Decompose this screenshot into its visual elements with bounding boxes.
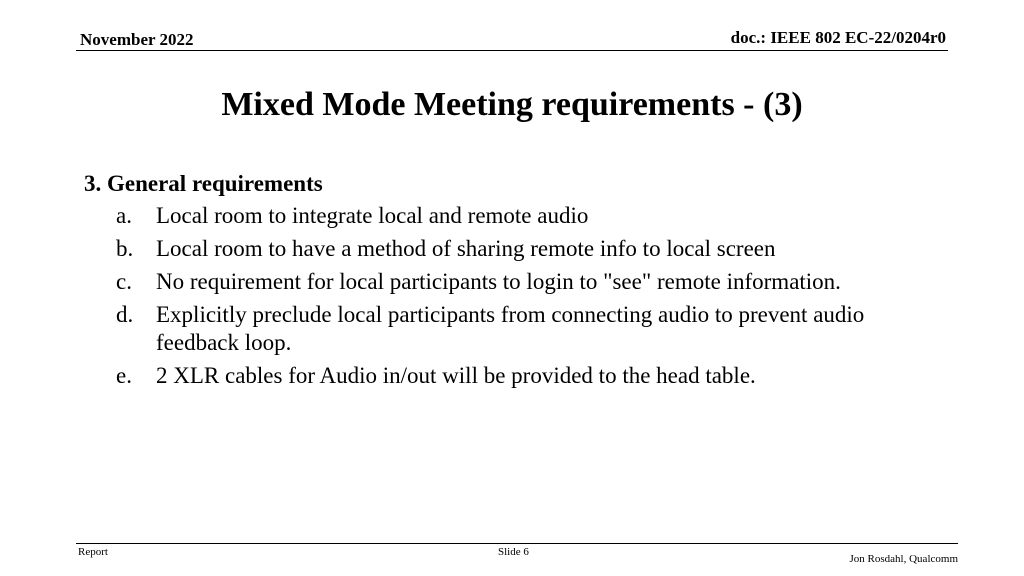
section-heading: 3. General requirements [84,171,323,196]
requirement-item-c [84,268,944,296]
list-marker: b. [116,236,134,261]
requirement-text: 2 XLR cables for Audio in/out will be provided to the head table. [156,363,756,388]
header-doc-id: doc.: IEEE 802 EC-22/0204r0 [730,28,946,47]
footer-divider [76,543,958,544]
requirement-item-d [84,301,944,357]
requirement-text: Explicitly preclude local participants from connecting audio to prevent audio feedback loop. [156,302,865,355]
slide-title: Mixed Mode Meeting requirements - (3) [221,86,803,123]
header-date: November 2022 [80,30,194,49]
requirement-item-e [84,362,944,390]
requirement-item-a [84,202,944,230]
requirement-text: Local room to have a method of sharing remote info to local screen [156,236,776,261]
requirements-list [84,202,944,390]
slide-number: Slide 6 [498,546,529,558]
list-marker: a. [116,203,132,228]
header-divider [76,50,948,51]
list-marker: e. [116,363,132,388]
footer-author: Jon Rosdahl, Qualcomm [849,553,958,565]
requirement-text: No requirement for local participants to login to "see" remote information. [156,269,841,294]
list-marker: c. [116,269,132,294]
footer-report-label: Report [78,546,108,558]
requirement-text: Local room to integrate local and remote audio [156,203,589,228]
requirement-item-b [84,235,944,263]
list-marker: d. [116,302,134,327]
slide-body [84,170,944,395]
